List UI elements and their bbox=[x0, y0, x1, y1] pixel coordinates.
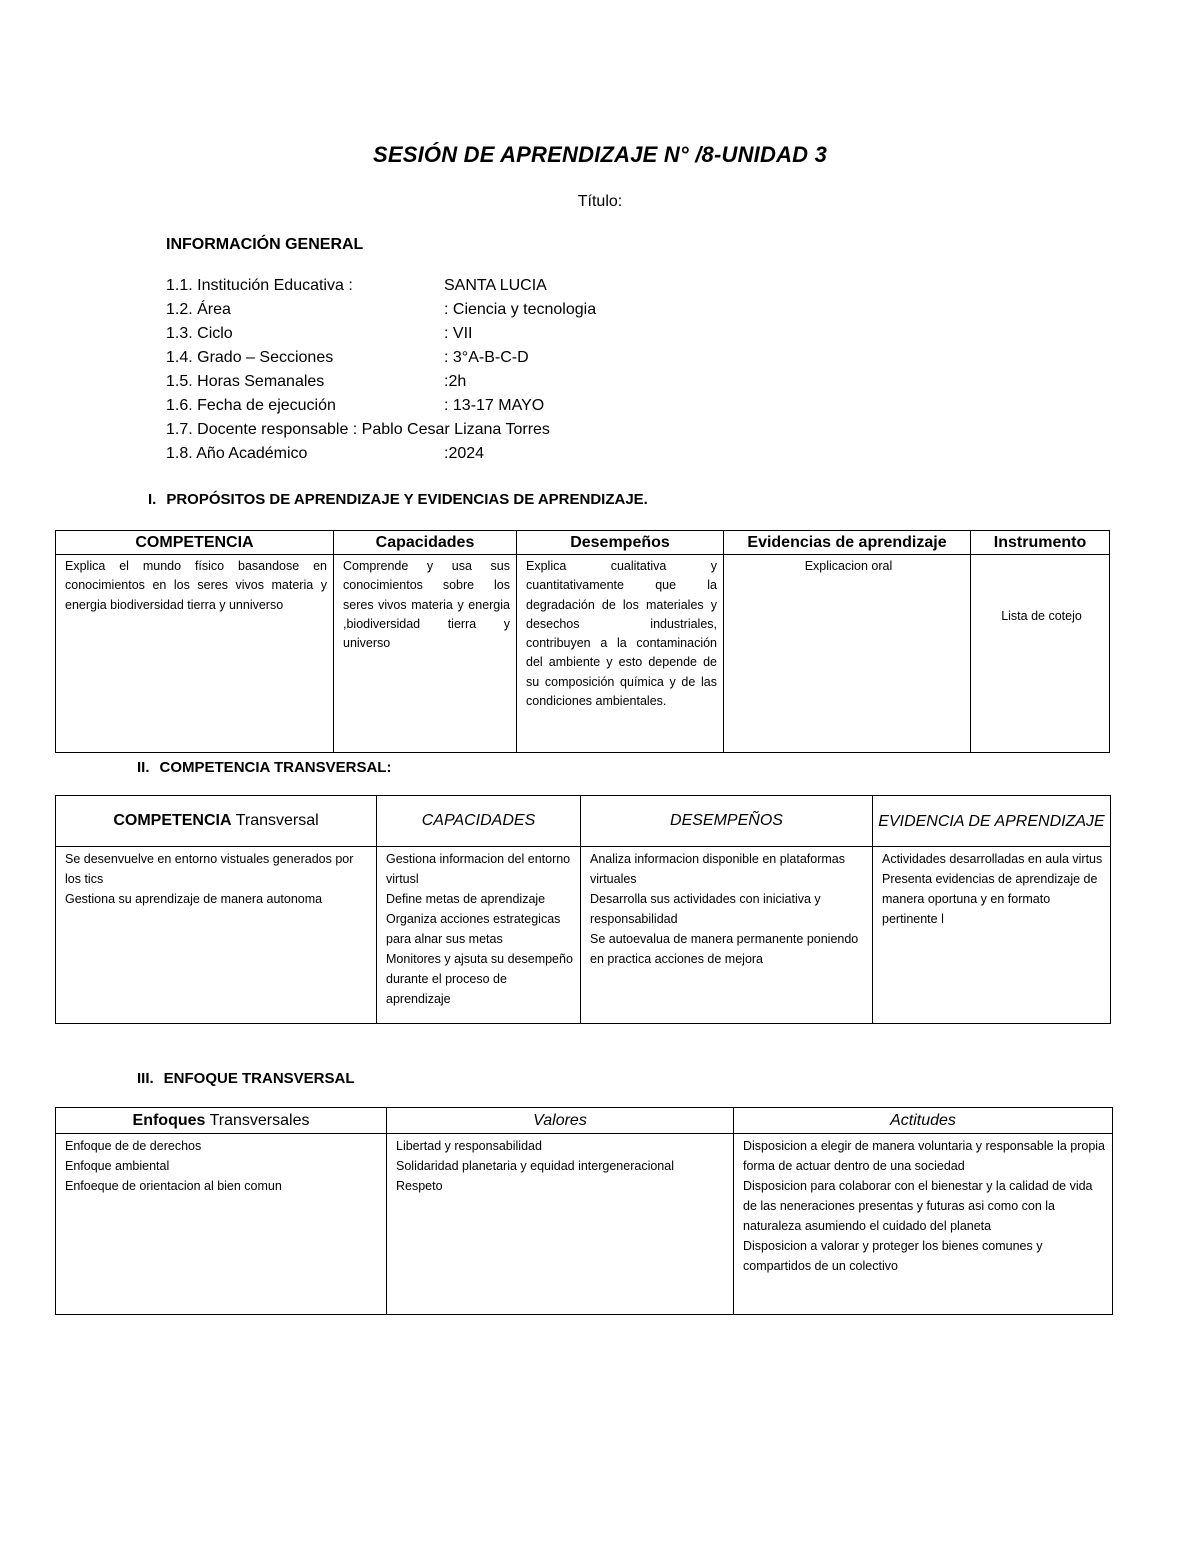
section-number: I. bbox=[148, 491, 157, 508]
info-row-ciclo bbox=[166, 322, 550, 346]
list-item: Disposicion a elegir de manera voluntaria y responsable la propia forma de actuar dentro de una sociedad bbox=[743, 1139, 1106, 1173]
table-row bbox=[56, 847, 1111, 1024]
propositos-table bbox=[55, 530, 1110, 753]
section-heading-competencia-transversal bbox=[137, 759, 391, 776]
list-item: Monitores y ajsuta su desempeño durante el proceso de aprendizaje bbox=[386, 952, 573, 1006]
info-value: : VII bbox=[444, 325, 473, 342]
list-item: Gestiona su aprendizaje de manera autonoma bbox=[65, 892, 323, 906]
col-header-valores: Valores bbox=[387, 1108, 734, 1134]
info-row-grado bbox=[166, 346, 550, 370]
section-number: III. bbox=[137, 1070, 154, 1087]
info-label: 1.2. Área bbox=[166, 301, 231, 318]
table-header-row bbox=[56, 531, 1110, 555]
table-cell bbox=[581, 847, 873, 1024]
list-item: Enfoque de de derechos bbox=[65, 1139, 202, 1153]
list-item: Actividades desarrolladas en aula virtus bbox=[882, 852, 1103, 866]
list-item: Libertad y responsabilidad bbox=[396, 1139, 542, 1153]
instrumento-text: Lista de cotejo bbox=[1001, 609, 1082, 623]
section-title: PROPÓSITOS DE APRENDIZAJE Y EVIDENCIAS DE APRENDIZAJE. bbox=[166, 491, 648, 508]
table-cell bbox=[971, 555, 1110, 753]
info-row-fecha bbox=[166, 394, 550, 418]
list-item: Organiza acciones estrategicas para alnar sus metas bbox=[386, 912, 561, 946]
list-item: Desarrolla sus actividades con iniciativa y responsabilidad bbox=[590, 892, 821, 926]
competencia-text: Explica el mundo físico basandose en conocimientos en los seres vivos materia y energia biodiversidad tierra y unniverso bbox=[65, 559, 327, 612]
info-row-horas bbox=[166, 370, 550, 394]
list-item: Respeto bbox=[396, 1179, 443, 1193]
col-header-enfoques bbox=[56, 1108, 387, 1134]
col-header-competencia bbox=[56, 796, 377, 847]
info-heading: INFORMACIÓN GENERAL bbox=[166, 236, 364, 253]
col-header-actitudes: Actitudes bbox=[734, 1108, 1113, 1134]
list-item: Se desenvuelve en entorno vistuales generados por los tics bbox=[65, 852, 354, 886]
col-header-evidencias: Evidencias de aprendizaje bbox=[724, 531, 971, 555]
info-value: : 3°A-B-C-D bbox=[444, 349, 529, 366]
table-header-row bbox=[56, 796, 1111, 847]
section-title: COMPETENCIA TRANSVERSAL: bbox=[159, 759, 392, 776]
table-cell bbox=[724, 555, 971, 753]
table-cell bbox=[56, 847, 377, 1024]
list-item: Gestiona informacion del entorno virtusl bbox=[386, 852, 571, 886]
page-title: SESIÓN DE APRENDIZAJE N° /8-UNIDAD 3 bbox=[372, 142, 828, 167]
session-subtitle: Título: bbox=[577, 193, 623, 210]
list-item: Analiza informacion disponible en plataformas virtuales bbox=[590, 852, 846, 886]
col-header-desempenos: DESEMPEÑOS bbox=[581, 796, 873, 847]
header-rest: Transversales bbox=[205, 1111, 310, 1129]
info-row-docente bbox=[166, 418, 550, 442]
section-heading-proposito bbox=[148, 491, 648, 508]
enfoque-transversal-table bbox=[55, 1107, 1113, 1315]
competencia-transversal-table bbox=[55, 795, 1111, 1024]
info-label: 1.4. Grado – Secciones bbox=[166, 349, 334, 366]
info-label: 1.3. Ciclo bbox=[166, 325, 233, 342]
info-label: 1.5. Horas Semanales bbox=[166, 373, 325, 390]
header-bold: Enfoques bbox=[132, 1111, 206, 1129]
desempenos-text: Explica cualitativa y cuantitativamente que la degradación de los materiales y desechos industriales, contribuyen a la contaminación del ambiente y esto depende de su composición química y de las condiciones ambientales. bbox=[526, 559, 717, 709]
header-bold: COMPETENCIA bbox=[113, 812, 232, 829]
col-header-evidencia: EVIDENCIA DE APRENDIZAJE bbox=[873, 796, 1111, 847]
table-cell bbox=[377, 847, 581, 1024]
col-header-competencia: COMPETENCIA bbox=[56, 531, 334, 555]
evidencias-text: Explicacion oral bbox=[804, 559, 893, 573]
header-rest: Transversal bbox=[231, 812, 319, 829]
info-row-institucion bbox=[166, 274, 550, 298]
list-item: Disposicion para colaborar con el bienestar y la calidad de vida de las neneraciones presentas y futuras asi como con la naturaleza asumiendo el cuidado del planeta bbox=[743, 1179, 1093, 1233]
info-label: 1.8. Año Académico bbox=[166, 445, 308, 462]
capacidades-text: Comprende y usa sus conocimientos sobre los seres vivos materia y energia ,biodiversidad tierra y universo bbox=[343, 559, 510, 651]
col-header-instrumento: Instrumento bbox=[971, 531, 1110, 555]
table-cell bbox=[56, 1134, 387, 1315]
table-row bbox=[56, 1134, 1113, 1315]
table-cell bbox=[334, 555, 517, 753]
info-value: :2h bbox=[444, 373, 467, 390]
list-item: Define metas de aprendizaje bbox=[386, 892, 546, 906]
info-label: 1.6. Fecha de ejecución bbox=[166, 397, 336, 414]
list-item: Solidaridad planetaria y equidad intergeneracional bbox=[396, 1159, 674, 1173]
table-cell bbox=[387, 1134, 734, 1315]
list-item: Disposicion a valorar y proteger los bienes comunes y compartidos de un colectivo bbox=[743, 1239, 1043, 1273]
info-row-area bbox=[166, 298, 597, 322]
info-value: : Ciencia y tecnologia bbox=[444, 301, 597, 318]
col-header-capacidades: Capacidades bbox=[334, 531, 517, 555]
section-heading-enfoque bbox=[137, 1070, 355, 1087]
list-item: Enfoeque de orientacion al bien comun bbox=[65, 1179, 282, 1193]
section-title: ENFOQUE TRANSVERSAL bbox=[163, 1070, 355, 1087]
info-value: SANTA LUCIA bbox=[444, 277, 547, 294]
info-value: :2024 bbox=[444, 445, 485, 462]
table-cell bbox=[873, 847, 1111, 1024]
col-header-desempenos: Desempeños bbox=[517, 531, 724, 555]
info-list bbox=[166, 274, 597, 466]
info-label: 1.1. Institución Educativa : bbox=[166, 277, 353, 294]
list-item: Enfoque ambiental bbox=[65, 1159, 170, 1173]
table-cell bbox=[517, 555, 724, 753]
section-number: II. bbox=[137, 759, 150, 776]
list-item: Se autoevalua de manera permanente poniendo en practica acciones de mejora bbox=[590, 932, 859, 966]
table-cell bbox=[734, 1134, 1113, 1315]
info-label: 1.7. Docente responsable bbox=[166, 421, 349, 438]
list-item: Presenta evidencias de aprendizaje de manera oportuna y en formato pertinente l bbox=[882, 872, 1098, 926]
table-cell bbox=[56, 555, 334, 753]
col-header-capacidades: CAPACIDADES bbox=[377, 796, 581, 847]
info-value: : Pablo Cesar Lizana Torres bbox=[348, 421, 550, 438]
table-row bbox=[56, 555, 1110, 753]
info-row-anio bbox=[166, 442, 550, 466]
info-value: : 13-17 MAYO bbox=[444, 397, 545, 414]
table-header-row bbox=[56, 1108, 1113, 1134]
